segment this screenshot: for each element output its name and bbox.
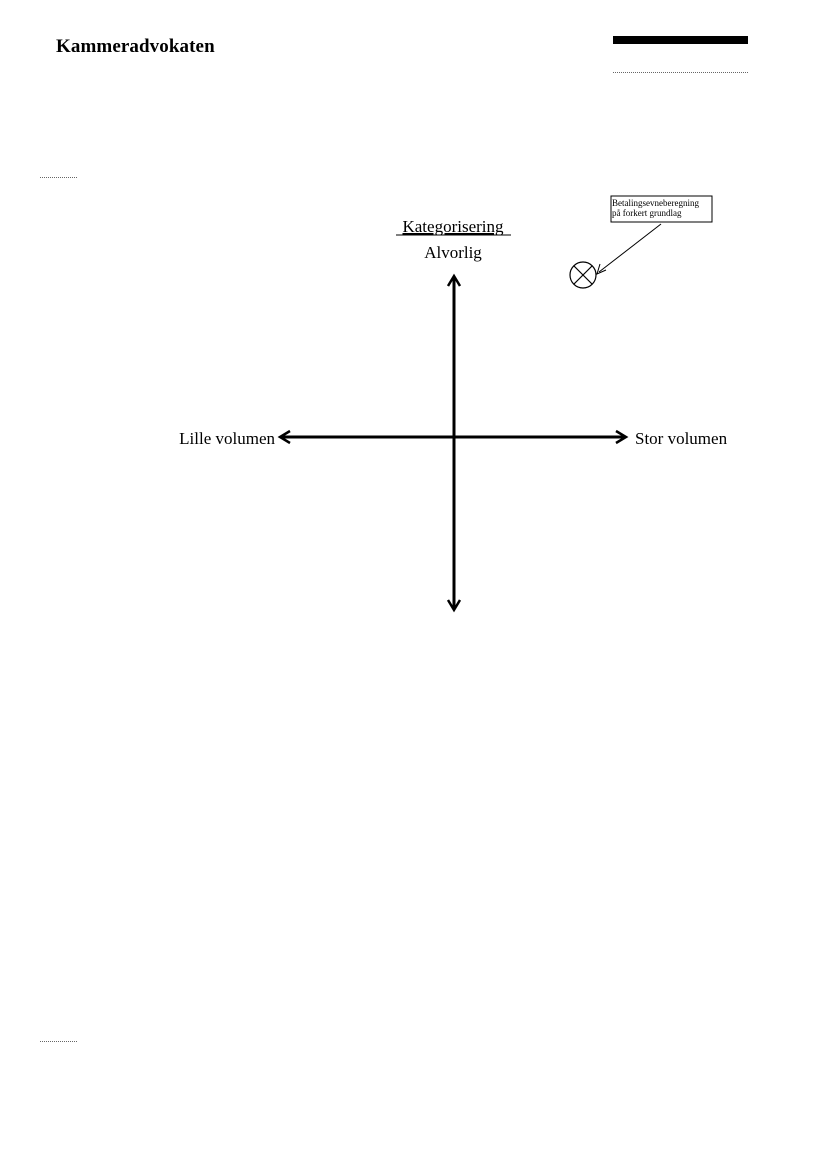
axis-label-right: Stor volumen: [635, 429, 728, 448]
axis-label-left: Lille volumen: [179, 429, 275, 448]
callout-leader-line: [599, 224, 661, 272]
callout-text-line1: Betalingsevneberegning: [612, 198, 699, 208]
callout-text-line2: på forkert grundlag: [612, 208, 682, 218]
callout-leader-arrowhead: [597, 264, 606, 274]
circle-cross-icon: [570, 262, 596, 288]
diagram-heading: Kategorisering: [402, 217, 504, 236]
axis-label-top: Alvorlig: [424, 243, 482, 262]
page-header-title: Kammeradvokaten: [56, 36, 215, 57]
